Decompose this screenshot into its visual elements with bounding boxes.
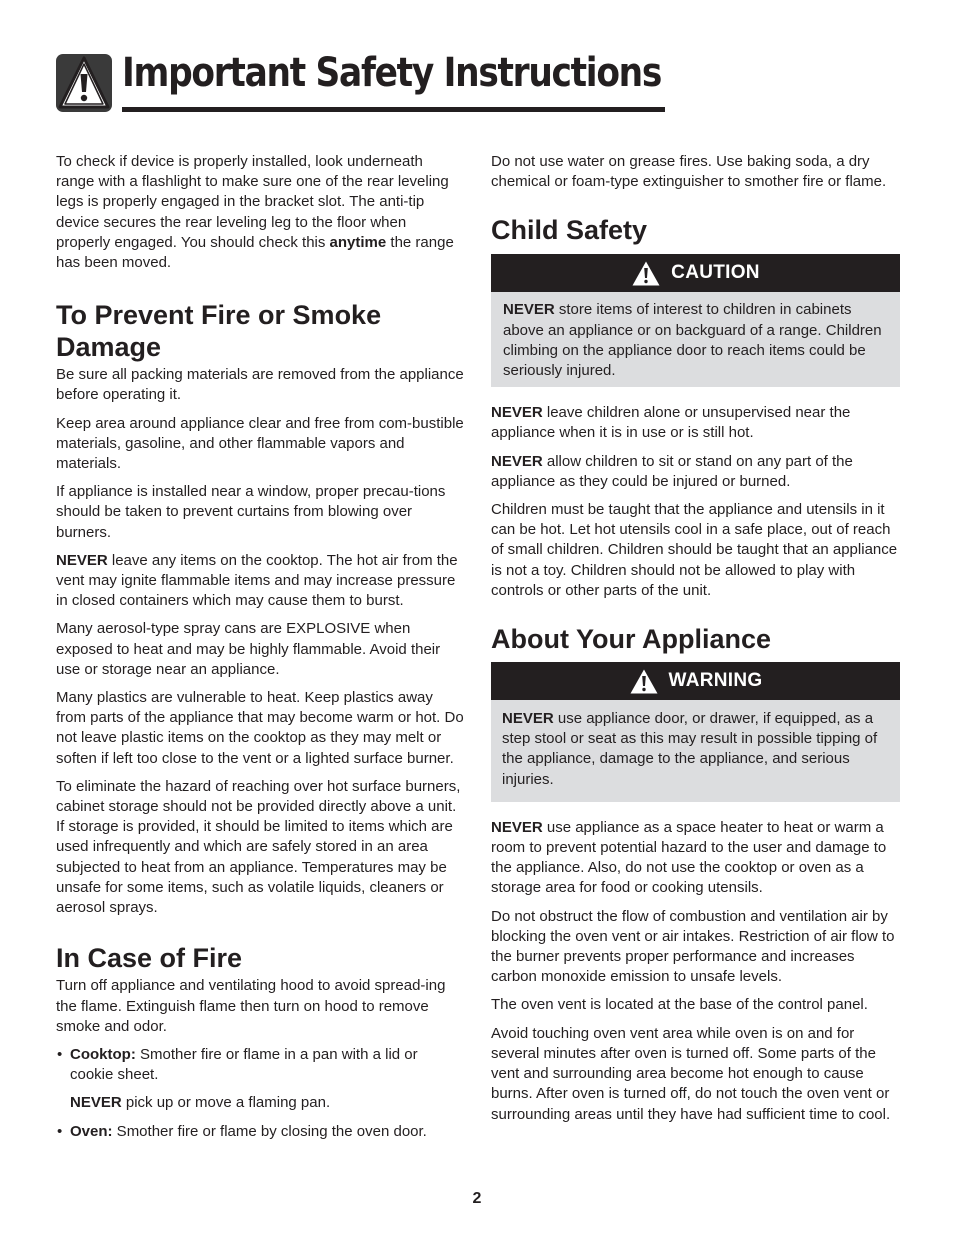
heading-in-case-of-fire: In Case of Fire (56, 943, 243, 974)
fire-list (56, 1045, 464, 1085)
child-paragraph-3: Children must be taught that the appliance and utensils in it can be hot. Let hot utensils cool in a safe place, out of reach of small children. Children should be taught that an appliance is not a toy. Children should not be allowed to play with controls or other parts of the unit. (491, 501, 898, 599)
left-column (56, 152, 464, 1150)
prevent-paragraph-4: NEVER leave any items on the cooktop. The hot air from the vent may ignite flammable items and may increase pressure in closed containers which may cause them to burst. (56, 551, 458, 610)
grease-fire-paragraph: Do not use water on grease fires. Use baking soda, a dry chemical or foam-type extinguisher to smother fire or flame. (491, 153, 887, 191)
warning-body (491, 700, 900, 802)
child-paragraph-1: NEVER leave children alone or unsupervised near the appliance when it is in use or is still hot. (491, 404, 851, 442)
prevent-paragraph-2: Keep area around appliance clear and free from com-bustible materials, gasoline, and other flammable vapors and materials. (56, 414, 464, 473)
caution-triangle-icon (631, 260, 661, 287)
warning-callout (491, 662, 900, 802)
about-paragraph-2: Do not obstruct the flow of combustion and ventilation air by blocking the oven vent or air intakes. Restriction of air flow to the burner prevents proper performance and increases carbon monoxide emission to unsafe levels. (491, 907, 895, 986)
right-column (491, 152, 900, 1133)
prevent-paragraph-6: Many plastics are vulnerable to heat. Keep plastics away from parts of the appliance that may become warm or hot. Do not leave plastic items on the cooktop as they may melt or soften if left too close to the vent or a lighted surface burner. (56, 689, 464, 767)
fire-paragraph-1: Turn off appliance and ventilating hood to avoid spread-ing the flame. Extinguish flame then turn on hood to remove smoke and odor. (56, 977, 446, 1035)
caution-bar (491, 254, 900, 292)
caution-callout (491, 254, 900, 387)
list-item-oven: • Oven: Smother fire or flame by closing the oven door. (57, 1122, 427, 1140)
list-item-cooktop: • Cooktop: Smother fire or flame in a pan with a lid or cookie sheet. (57, 1045, 418, 1084)
prevent-paragraph-5: Many aerosol-type spray cans are EXPLOSIVE when exposed to heat and may be highly flammable. Avoid their use or storage near an appliance. (56, 620, 441, 678)
warning-label: WARNING (668, 670, 763, 692)
warning-triangle-icon (56, 54, 112, 112)
prevent-paragraph-3: If appliance is installed near a window, proper precau-tions should be taken to prevent curtains from blowing over burners. (56, 483, 446, 541)
about-paragraph-4: Avoid touching oven vent area while oven is on and for several minutes after oven is turned off. Some parts of the vent and surrounding area become hot enough to cause burns. After oven is turned off, do not touch the oven vent or surrounding areas until they have had sufficient time to cool. (491, 1024, 891, 1123)
warning-bar (491, 662, 900, 700)
caution-body (491, 292, 900, 387)
heading-prevent-fire: To Prevent Fire or Smoke Damage (56, 300, 382, 363)
page-header (56, 50, 662, 116)
child-paragraph-2: NEVER allow children to sit or stand on any part of the appliance as they could be injured or burned. (491, 452, 853, 490)
caution-text: NEVER store items of interest to children in cabinets above an appliance or on backguard of a range. Children climbing on the appliance door to reach items could be seriously injured. (503, 301, 882, 380)
prevent-paragraph-1: Be sure all packing materials are removed from the appliance before operating it. (56, 366, 464, 404)
warning-text: NEVER use appliance door, or drawer, if equipped, as a step stool or seat as this may result in possible tipping of the appliance, damage to the appliance, and serious injuries. (502, 710, 878, 788)
warning-triangle-small-icon (629, 668, 659, 695)
heading-child-safety: Child Safety (491, 215, 648, 246)
about-paragraph-1: NEVER use appliance as a space heater to heat or warm a room to prevent potential hazard to the user and damage to the appliance. Also, do not use the cooktop or oven as a storage area for food or cooking utensils. (491, 818, 887, 897)
page-number: 2 (472, 1190, 482, 1207)
heading-about-appliance: About Your Appliance (491, 624, 772, 655)
fire-sub-paragraph: NEVER pick up or move a flaming pan. (70, 1094, 331, 1112)
page-title: Important Safety Instructions (122, 50, 662, 96)
title-underline (122, 107, 665, 112)
about-paragraph-3: The oven vent is located at the base of the control panel. (491, 996, 868, 1014)
prevent-paragraph-7: To eliminate the hazard of reaching over hot surface burners, cabinet storage should not be provided directly above a unit. If storage is provided, it should be limited to items which are used infrequently and which are safely stored in an area subjected to heat from an appliance. Temperatures may be unsafe for some items, such as volatile liquids, cleaners or aerosol sprays. (56, 777, 461, 917)
fire-list-2 (56, 1122, 464, 1142)
intro-paragraph: To check if device is properly installed, look underneath range with a flashlight to make sure one of the rear leveling legs is properly engaged in the bracket slot. The anti-tip device secures the rear leveling leg to the floor when properly engaged. You should check this anytime the range has been moved. (56, 153, 454, 272)
caution-label: CAUTION (671, 262, 760, 284)
